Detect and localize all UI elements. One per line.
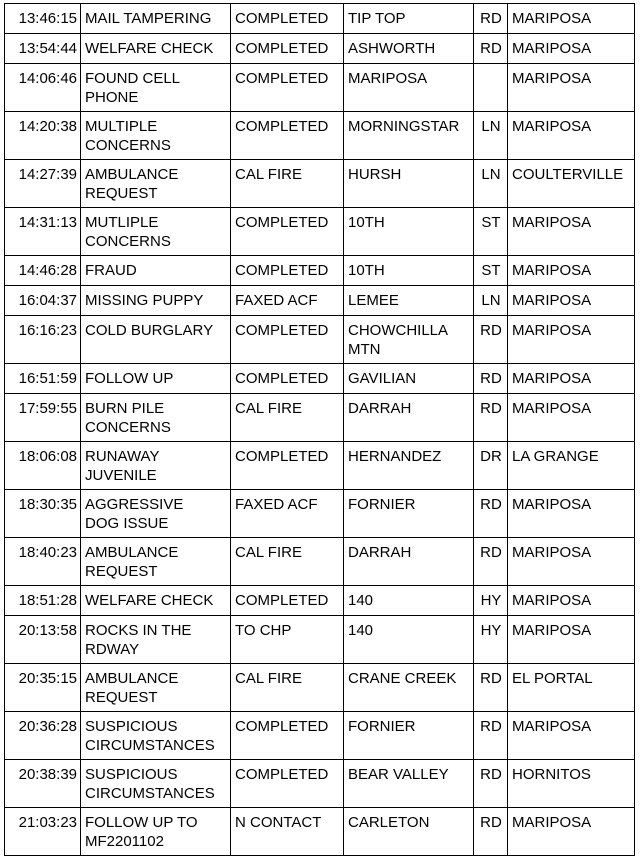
street-suffix-cell: DR — [474, 442, 508, 490]
disposition-cell: COMPLETED — [231, 442, 344, 490]
table-row — [5, 64, 635, 112]
incident-type-cell: AMBULANCE REQUEST — [81, 538, 231, 586]
time-cell: 21:03:23 — [5, 808, 81, 856]
street-cell: CRANE CREEK — [344, 664, 474, 712]
street-cell: GAVILIAN — [344, 364, 474, 394]
street-suffix-cell: RD — [474, 712, 508, 760]
disposition-cell: COMPLETED — [231, 316, 344, 364]
disposition-cell: FAXED ACF — [231, 286, 344, 316]
street-cell: FORNIER — [344, 490, 474, 538]
time-cell: 20:35:15 — [5, 664, 81, 712]
street-suffix-cell: LN — [474, 286, 508, 316]
city-cell: MARIPOSA — [508, 34, 635, 64]
disposition-cell: N CONTACT — [231, 808, 344, 856]
incident-type-cell: MULTIPLE CONCERNS — [81, 112, 231, 160]
incident-type-cell: SUSPICIOUS CIRCUMSTANCES — [81, 712, 231, 760]
street-suffix-cell: HY — [474, 586, 508, 616]
street-suffix-cell: ST — [474, 208, 508, 256]
street-suffix-cell: ST — [474, 256, 508, 286]
city-cell: COULTERVILLE — [508, 160, 635, 208]
disposition-cell: COMPLETED — [231, 64, 344, 112]
incident-type-cell: WELFARE CHECK — [81, 586, 231, 616]
disposition-cell: CAL FIRE — [231, 664, 344, 712]
street-cell: 10TH — [344, 208, 474, 256]
street-suffix-cell: RD — [474, 316, 508, 364]
table-row — [5, 616, 635, 664]
street-cell: DARRAH — [344, 538, 474, 586]
street-suffix-cell: RD — [474, 760, 508, 808]
table-row — [5, 316, 635, 364]
time-cell: 20:36:28 — [5, 712, 81, 760]
street-cell: DARRAH — [344, 394, 474, 442]
time-cell: 18:51:28 — [5, 586, 81, 616]
incident-type-cell: MISSING PUPPY — [81, 286, 231, 316]
time-cell: 16:04:37 — [5, 286, 81, 316]
street-suffix-cell: RD — [474, 34, 508, 64]
street-suffix-cell: RD — [474, 394, 508, 442]
street-suffix-cell: HY — [474, 616, 508, 664]
street-cell: MORNINGSTAR — [344, 112, 474, 160]
street-suffix-cell: LN — [474, 160, 508, 208]
incident-type-cell: MUTLIPLE CONCERNS — [81, 208, 231, 256]
table-row — [5, 256, 635, 286]
street-suffix-cell: LN — [474, 112, 508, 160]
table-row — [5, 208, 635, 256]
city-cell: MARIPOSA — [508, 586, 635, 616]
city-cell: MARIPOSA — [508, 394, 635, 442]
city-cell: MARIPOSA — [508, 256, 635, 286]
time-cell: 18:40:23 — [5, 538, 81, 586]
table-row — [5, 760, 635, 808]
disposition-cell: COMPLETED — [231, 208, 344, 256]
street-cell: ASHWORTH — [344, 34, 474, 64]
disposition-cell: COMPLETED — [231, 364, 344, 394]
city-cell: MARIPOSA — [508, 64, 635, 112]
incident-type-cell: SUSPICIOUS CIRCUMSTANCES — [81, 760, 231, 808]
table-row — [5, 712, 635, 760]
street-cell: 140 — [344, 586, 474, 616]
table-row — [5, 664, 635, 712]
incident-type-cell: RUNAWAY JUVENILE — [81, 442, 231, 490]
street-cell: 10TH — [344, 256, 474, 286]
street-suffix-cell — [474, 64, 508, 112]
city-cell: MARIPOSA — [508, 4, 635, 34]
incident-type-cell: AMBULANCE REQUEST — [81, 664, 231, 712]
city-cell: MARIPOSA — [508, 808, 635, 856]
time-cell: 16:51:59 — [5, 364, 81, 394]
disposition-cell: COMPLETED — [231, 256, 344, 286]
incident-type-cell: BURN PILE CONCERNS — [81, 394, 231, 442]
street-suffix-cell: RD — [474, 490, 508, 538]
disposition-cell: COMPLETED — [231, 586, 344, 616]
time-cell: 16:16:23 — [5, 316, 81, 364]
time-cell: 14:46:28 — [5, 256, 81, 286]
street-cell: BEAR VALLEY — [344, 760, 474, 808]
disposition-cell: CAL FIRE — [231, 160, 344, 208]
incident-type-cell: WELFARE CHECK — [81, 34, 231, 64]
time-cell: 18:06:08 — [5, 442, 81, 490]
city-cell: MARIPOSA — [508, 616, 635, 664]
street-cell: CARLETON — [344, 808, 474, 856]
disposition-cell: COMPLETED — [231, 712, 344, 760]
disposition-cell: COMPLETED — [231, 760, 344, 808]
call-log-body — [5, 4, 635, 856]
time-cell: 14:31:13 — [5, 208, 81, 256]
incident-type-cell: MAIL TAMPERING — [81, 4, 231, 34]
disposition-cell: FAXED ACF — [231, 490, 344, 538]
table-row — [5, 538, 635, 586]
incident-type-cell: FOLLOW UP TO MF2201102 — [81, 808, 231, 856]
call-log-table — [4, 3, 635, 856]
city-cell: MARIPOSA — [508, 364, 635, 394]
table-row — [5, 34, 635, 64]
incident-type-cell: FOLLOW UP — [81, 364, 231, 394]
city-cell: MARIPOSA — [508, 316, 635, 364]
city-cell: LA GRANGE — [508, 442, 635, 490]
incident-type-cell: AMBULANCE REQUEST — [81, 160, 231, 208]
incident-type-cell: FRAUD — [81, 256, 231, 286]
street-cell: MARIPOSA — [344, 64, 474, 112]
time-cell: 14:06:46 — [5, 64, 81, 112]
street-suffix-cell: RD — [474, 364, 508, 394]
street-suffix-cell: RD — [474, 4, 508, 34]
table-row — [5, 490, 635, 538]
table-row — [5, 394, 635, 442]
time-cell: 18:30:35 — [5, 490, 81, 538]
time-cell: 13:46:15 — [5, 4, 81, 34]
time-cell: 14:27:39 — [5, 160, 81, 208]
time-cell: 13:54:44 — [5, 34, 81, 64]
time-cell: 14:20:38 — [5, 112, 81, 160]
incident-type-cell: ROCKS IN THE RDWAY — [81, 616, 231, 664]
city-cell: MARIPOSA — [508, 208, 635, 256]
street-cell: HURSH — [344, 160, 474, 208]
disposition-cell: CAL FIRE — [231, 538, 344, 586]
street-cell: LEMEE — [344, 286, 474, 316]
table-row — [5, 808, 635, 856]
table-row — [5, 4, 635, 34]
city-cell: MARIPOSA — [508, 712, 635, 760]
disposition-cell: CAL FIRE — [231, 394, 344, 442]
street-cell: 140 — [344, 616, 474, 664]
city-cell: EL PORTAL — [508, 664, 635, 712]
street-suffix-cell: RD — [474, 664, 508, 712]
city-cell: MARIPOSA — [508, 538, 635, 586]
street-cell: HERNANDEZ — [344, 442, 474, 490]
table-row — [5, 586, 635, 616]
street-suffix-cell: RD — [474, 808, 508, 856]
disposition-cell: COMPLETED — [231, 4, 344, 34]
table-row — [5, 442, 635, 490]
city-cell: HORNITOS — [508, 760, 635, 808]
disposition-cell: TO CHP — [231, 616, 344, 664]
disposition-cell: COMPLETED — [231, 34, 344, 64]
city-cell: MARIPOSA — [508, 112, 635, 160]
table-row — [5, 286, 635, 316]
city-cell: MARIPOSA — [508, 286, 635, 316]
street-cell: CHOWCHILLA MTN — [344, 316, 474, 364]
disposition-cell: COMPLETED — [231, 112, 344, 160]
incident-type-cell: AGGRESSIVE DOG ISSUE — [81, 490, 231, 538]
street-cell: TIP TOP — [344, 4, 474, 34]
time-cell: 20:38:39 — [5, 760, 81, 808]
time-cell: 17:59:55 — [5, 394, 81, 442]
street-cell: FORNIER — [344, 712, 474, 760]
table-row — [5, 364, 635, 394]
table-row — [5, 112, 635, 160]
incident-type-cell: FOUND CELL PHONE — [81, 64, 231, 112]
city-cell: MARIPOSA — [508, 490, 635, 538]
incident-type-cell: COLD BURGLARY — [81, 316, 231, 364]
time-cell: 20:13:58 — [5, 616, 81, 664]
table-row — [5, 160, 635, 208]
street-suffix-cell: RD — [474, 538, 508, 586]
